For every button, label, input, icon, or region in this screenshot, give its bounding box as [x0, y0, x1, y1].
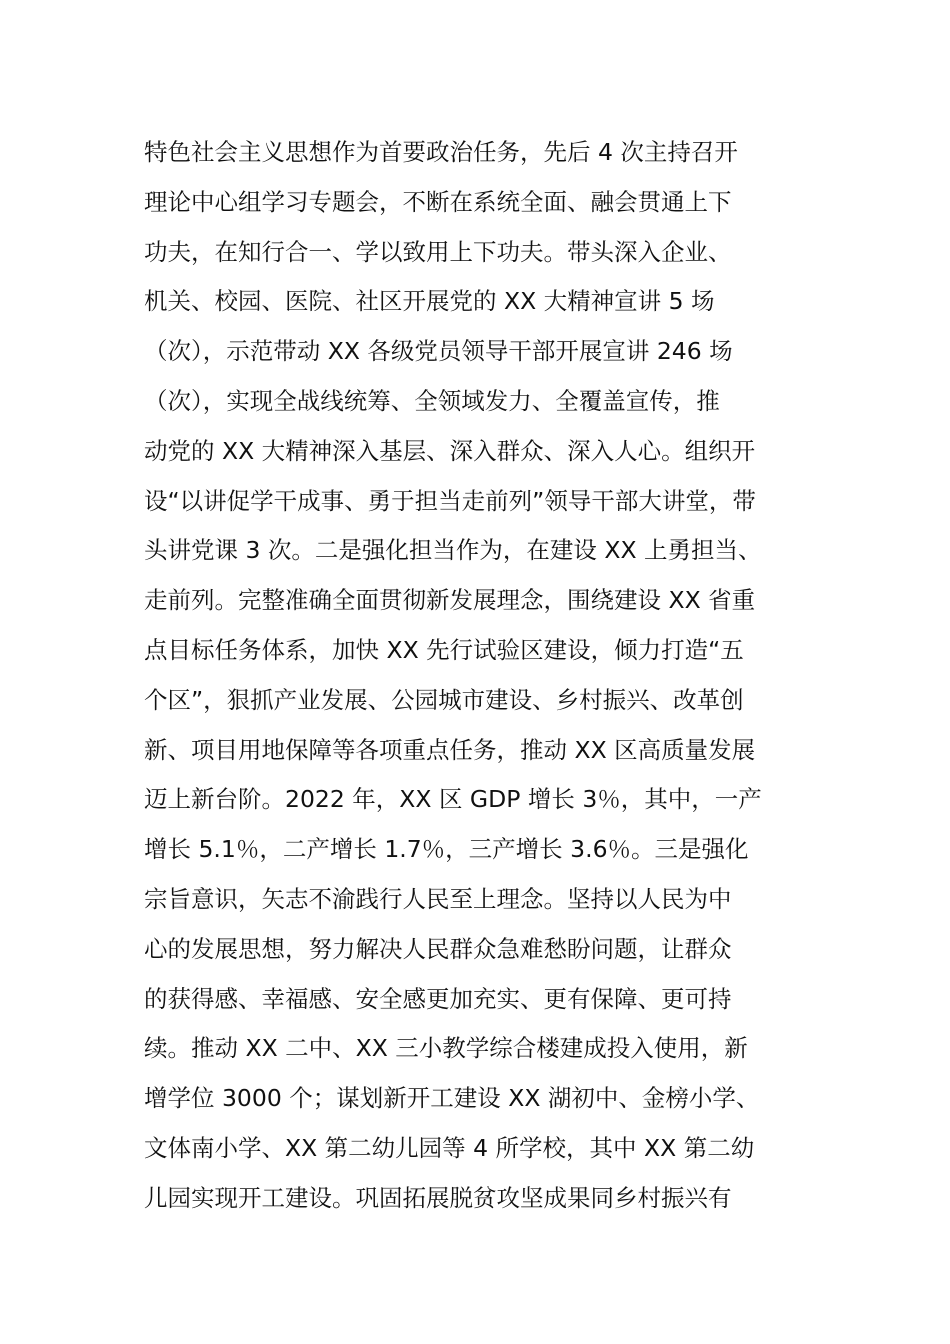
text-line: 点目标任务体系，加快 XX 先行试验区建设，倾力打造“五 [144, 635, 744, 664]
text-line: 新、项目用地保障等各项重点任务，推动 XX 区高质量发展 [144, 735, 756, 764]
text-line: 动党的 XX 大精神深入基层、深入群众、深入人心。组织开 [144, 436, 756, 465]
text-line: 心的发展思想，努力解决人民群众急难愁盼问题，让群众 [144, 934, 732, 963]
text-line: 设“以讲促学干成事、勇于担当走前列”领导干部大讲堂，带 [144, 486, 756, 515]
text-line: 走前列。完整准确全面贯彻新发展理念，围绕建设 XX 省重 [144, 586, 756, 615]
text-line: （次），实现全战线统筹、全领域发力、全覆盖宣传，推 [144, 386, 720, 415]
text-line: 理论中心组学习专题会，不断在系统全面、融会贯通上下 [144, 187, 732, 216]
text-line: 特色社会主义思想作为首要政治任务，先后 4 次主持召开 [144, 138, 738, 166]
text-line: 的获得感、幸福感、安全感更加充实、更有保障、更可持 [144, 984, 732, 1013]
text-line: 增长 5.1％，二产增长 1.7％，三产增长 3.6％。三是强化 [144, 835, 749, 864]
text-line: 增学位 3000 个；谋划新开工建设 XX 湖初中、金榜小学、 [144, 1084, 760, 1113]
text-line: （次），示范带动 XX 各级党员领导干部开展宣讲 246 场 [144, 337, 733, 366]
text-line: 机关、校园、医院、社区开展党的 XX 大精神宣讲 5 场 [144, 287, 715, 316]
text-line: 个区”，狠抓产业发展、公园城市建设、乡村振兴、改革创 [144, 685, 744, 714]
text-line: 迈上新台阶。2022 年，XX 区 GDP 增长 3％，其中，一产 [144, 785, 762, 814]
text-line: 儿园实现开工建设。巩固拓展脱贫攻坚成果同乡村振兴有 [144, 1183, 732, 1212]
text-line: 文体南小学、XX 第二幼儿园等 4 所学校，其中 XX 第二幼 [144, 1133, 755, 1162]
text-line: 功夫，在知行合一、学以致用上下功夫。带头深入企业、 [144, 237, 732, 266]
text-line: 续。推动 XX 二中、XX 三小教学综合楼建成投入使用，新 [144, 1034, 748, 1063]
text-line: 头讲党课 3 次。二是强化担当作为，在建设 XX 上勇担当、 [144, 536, 762, 565]
body-paragraph [144, 128, 814, 1224]
text-line: 宗旨意识，矢志不渝践行人民至上理念。坚持以人民为中 [144, 884, 732, 913]
